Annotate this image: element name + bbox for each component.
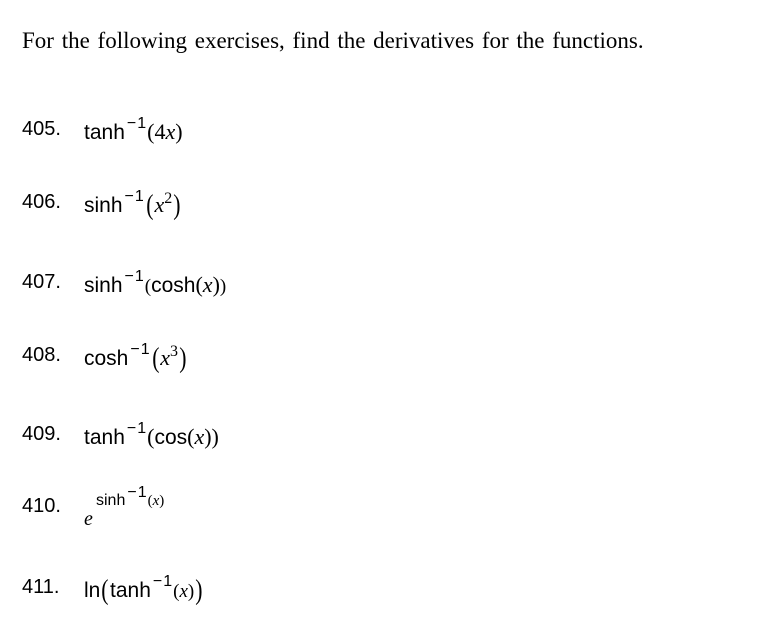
exercise-expression bbox=[84, 341, 188, 374]
variable-x: x bbox=[194, 424, 205, 449]
variable-x: x bbox=[160, 345, 171, 370]
exercise-number: 408. bbox=[22, 344, 61, 366]
function-name: cosh bbox=[84, 347, 129, 370]
function-name: tanh bbox=[84, 121, 125, 144]
paren-close: ) bbox=[195, 574, 203, 606]
inverse-exponent: −1 bbox=[124, 188, 145, 205]
function-name: sinh bbox=[96, 492, 126, 509]
function-name: sinh bbox=[84, 274, 123, 297]
base-e: e bbox=[84, 508, 93, 530]
exercise-expression bbox=[84, 115, 183, 147]
exercise-410 bbox=[22, 484, 422, 538]
function-argument: (x) bbox=[147, 493, 165, 509]
paren-open: ( bbox=[151, 342, 160, 374]
exercise-expression bbox=[84, 573, 204, 606]
exercise-number: 405. bbox=[22, 118, 61, 140]
paren-close: ) bbox=[175, 119, 183, 144]
function-name: sinh bbox=[84, 194, 123, 217]
exercise-number: 411. bbox=[22, 576, 60, 598]
exercise-number: 409. bbox=[22, 423, 61, 445]
inverse-exponent: −1 bbox=[127, 484, 148, 501]
paren-close: ) bbox=[173, 189, 181, 221]
function-name: tanh bbox=[110, 579, 151, 602]
exercise-409 bbox=[22, 422, 422, 466]
inverse-exponent: −1 bbox=[130, 341, 151, 358]
outer-function: ln bbox=[84, 579, 101, 602]
variable-x: x bbox=[152, 493, 160, 509]
paren-open: ( bbox=[145, 189, 154, 221]
variable-x: x bbox=[165, 119, 176, 144]
exponent-expression bbox=[96, 484, 165, 510]
exercise-408 bbox=[22, 343, 422, 387]
cos-text: cos bbox=[154, 426, 188, 449]
inverse-exponent: −1 bbox=[152, 573, 174, 590]
exercise-expression bbox=[84, 188, 182, 221]
exercise-406 bbox=[22, 190, 422, 234]
paren-open: ( bbox=[144, 276, 152, 297]
inverse-exponent: −1 bbox=[126, 420, 148, 437]
exercise-407 bbox=[22, 270, 422, 314]
instructions-text: For the following exercises, find the derivatives for the functions. bbox=[22, 28, 644, 53]
inverse-exponent: −1 bbox=[126, 115, 148, 132]
function-argument: (cos(x)) bbox=[147, 424, 219, 449]
exercise-expression bbox=[84, 420, 219, 452]
function-argument bbox=[145, 189, 182, 221]
variable-x: x bbox=[179, 581, 188, 602]
exercise-number: 407. bbox=[22, 271, 61, 293]
inverse-exponent: −1 bbox=[124, 268, 145, 285]
paren-close: ) bbox=[219, 276, 227, 297]
cosh-text: cosh bbox=[151, 274, 196, 297]
exercise-expression bbox=[84, 484, 284, 534]
function-argument: (4x) bbox=[147, 119, 183, 144]
exercise-405 bbox=[22, 117, 422, 161]
exercise-number: 410. bbox=[22, 495, 61, 517]
variable-x: x bbox=[154, 192, 165, 217]
function-name: tanh bbox=[84, 426, 125, 449]
paren-open: ( bbox=[101, 574, 109, 606]
paren-close: ) bbox=[179, 342, 187, 374]
function-argument: (cosh(x)) bbox=[144, 272, 227, 297]
exponent-3: 3 bbox=[170, 343, 179, 360]
exponent-2: 2 bbox=[164, 190, 173, 207]
variable-x: x bbox=[202, 272, 213, 297]
exercise-411 bbox=[22, 575, 422, 619]
paren-open: ( bbox=[147, 119, 155, 144]
function-argument bbox=[151, 342, 188, 374]
function-argument: (x) bbox=[173, 581, 195, 602]
exercise-number: 406. bbox=[22, 191, 61, 213]
exercise-expression bbox=[84, 268, 227, 300]
